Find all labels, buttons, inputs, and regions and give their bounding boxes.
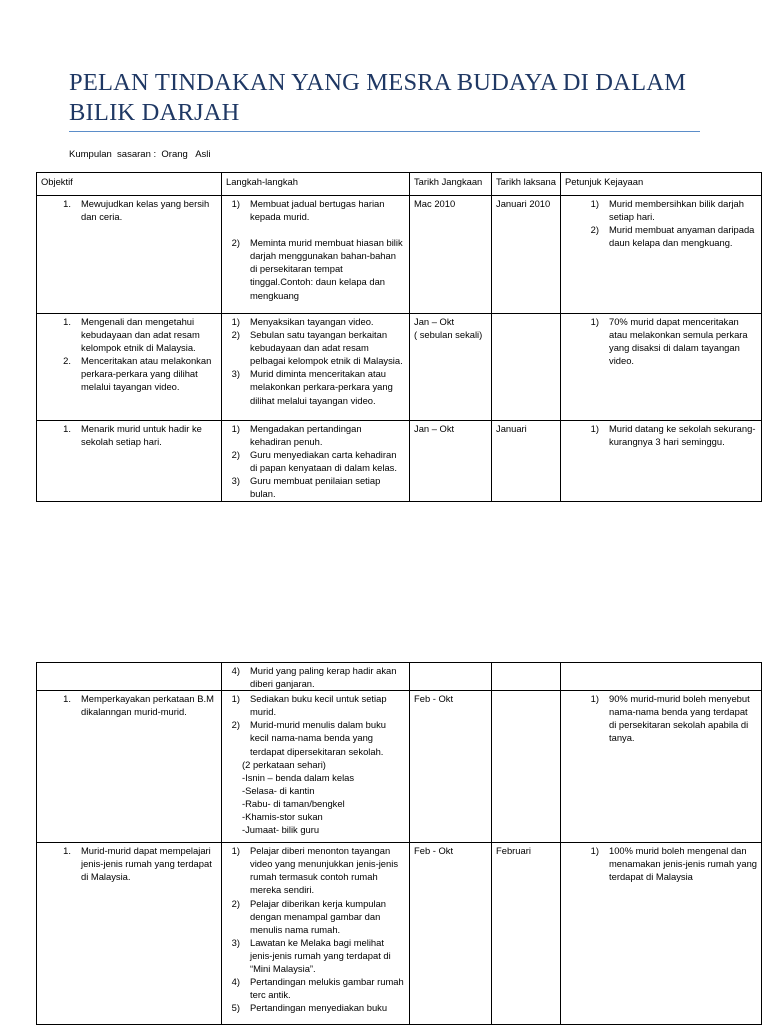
list-item: 1) 90% murid-murid boleh menyebut nama-nama benda yang terdapat di persekitaran sekolah apabila di tanya.	[590, 693, 750, 744]
table-header-row	[37, 173, 762, 196]
petunjuk-cell	[561, 314, 762, 421]
action-plan-table-continued	[36, 662, 762, 1025]
langkah-cell	[222, 663, 410, 691]
list-item: 1) 70% murid dapat menceritakan atau melakonkan semula perkara yang disaksi di dalam tayangan video.	[590, 316, 748, 367]
table-row	[37, 196, 762, 314]
sub-line: -Rabu- di taman/bengkel	[242, 797, 345, 809]
list-item: 1) Menyaksikan tayangan video.	[231, 316, 374, 327]
tarikh-laksana-cell	[492, 314, 561, 421]
table-row	[37, 663, 762, 691]
objektif-cell	[37, 843, 222, 1025]
list-item: 2) Guru menyediakan carta kehadiran di papan kenyataan di dalam kelas.	[231, 449, 397, 474]
jangkaan-value: Jan – Okt	[414, 316, 455, 327]
langkah-cell	[222, 196, 410, 314]
page-title: PELAN TINDAKAN YANG MESRA BUDAYA DI DALAM BILIK DARJAH	[69, 69, 687, 126]
tarikh-jangkaan-cell: Feb - Okt	[410, 843, 492, 1025]
tarikh-laksana-cell: Januari	[492, 421, 561, 502]
langkah-cell	[222, 421, 410, 502]
tarikh-laksana-cell: Januari 2010	[492, 196, 561, 314]
objektif-cell	[37, 421, 222, 502]
sub-line: -Selasa- di kantin	[242, 784, 315, 796]
jangkaan-note: ( sebulan sekali)	[414, 329, 483, 341]
tarikh-jangkaan-cell	[410, 314, 492, 421]
list-item: 1) Membuat jadual bertugas harian kepada murid.	[231, 198, 385, 223]
tarikh-laksana-cell: Februari	[492, 843, 561, 1025]
list-item: 1. Mengenali dan mengetahui kebudayaan dan adat resam kelompok etnik di Malaysia.	[63, 316, 200, 354]
header-tarikh-jangkaan: Tarikh Jangkaan	[410, 173, 492, 196]
title-underline	[69, 131, 700, 132]
list-item: 1) Murid datang ke sekolah sekurang-kurangnya 3 hari seminggu.	[590, 423, 756, 448]
sub-line: (2 perkataan sehari)	[242, 758, 326, 770]
list-item: 3) Lawatan ke Melaka bagi melihat jenis-jenis rumah yang terdapat di “Mini Malaysia”.	[231, 936, 391, 975]
list-item: 1) Murid membersihkan bilik darjah setiap hari.	[590, 198, 744, 223]
table-row	[37, 314, 762, 421]
petunjuk-cell	[561, 691, 762, 843]
list-item: 3) Guru membuat penilaian setiap bulan.	[231, 475, 381, 500]
langkah-cell	[222, 314, 410, 421]
sub-line: -Jumaat- bilik guru	[242, 824, 320, 836]
header-langkah: Langkah-langkah	[222, 173, 410, 196]
list-item: 1. Menarik murid untuk hadir ke sekolah setiap hari.	[63, 423, 202, 448]
sub-line: -Isnin – benda dalam kelas	[242, 771, 355, 783]
table-row	[37, 421, 762, 502]
list-item: 3) Murid diminta menceritakan atau melakonkan perkara-perkara yang dilihat melalui tayangan video.	[231, 368, 393, 406]
list-item: 4) Pertandingan melukis gambar rumah terc antik.	[231, 976, 404, 1001]
langkah-cell	[222, 843, 410, 1025]
objektif-cell	[37, 314, 222, 421]
list-item: 1) 100% murid boleh mengenal dan menamakan jenis-jenis rumah yang terdapat di Malaysia	[590, 845, 757, 883]
petunjuk-cell	[561, 663, 762, 691]
list-item: 2) Meminta murid membuat hiasan bilik darjah menggunakan bahan-bahan di persekitaran tempat tinggal.Contoh: daun kelapa dan mengkuang	[231, 237, 403, 301]
header-objektif: Objektif	[37, 173, 222, 196]
list-item: 1. Mewujudkan kelas yang bersih dan ceria.	[63, 198, 210, 223]
list-item: 2) Murid-murid menulis dalam buku kecil nama-nama benda yang terdapat dipersekitaran sekolah.	[231, 719, 386, 757]
list-item: 1. Murid-murid dapat mempelajari jenis-jenis rumah yang terdapat di Malaysia.	[63, 845, 212, 883]
petunjuk-cell	[561, 843, 762, 1025]
header-petunjuk: Petunjuk Kejayaan	[561, 173, 762, 196]
list-item: 2. Menceritakan atau melakonkan perkara-perkara yang dilihat melalui tayangan video.	[63, 355, 212, 393]
table-row	[37, 843, 762, 1025]
header-tarikh-laksana: Tarikh laksana	[492, 173, 561, 196]
petunjuk-cell	[561, 421, 762, 502]
list-item: 5) Pertandingan menyediakan buku	[231, 1002, 388, 1014]
tarikh-jangkaan-cell	[410, 663, 492, 691]
table-row	[37, 691, 762, 843]
list-item: 1) Mengadakan pertandingan kehadiran penuh.	[231, 423, 362, 448]
tarikh-jangkaan-cell: Jan – Okt	[410, 421, 492, 502]
action-plan-table	[36, 172, 762, 502]
tarikh-laksana-cell	[492, 663, 561, 691]
tarikh-jangkaan-cell: Mac 2010	[410, 196, 492, 314]
langkah-cell	[222, 691, 410, 843]
objektif-cell	[37, 691, 222, 843]
list-item: 2) Pelajar diberikan kerja kumpulan dengan menampal gambar dan menulis nama rumah.	[231, 897, 387, 935]
target-group-label: Kumpulan sasaran : Orang Asli	[69, 149, 211, 160]
list-item: 1) Sediakan buku kecil untuk setiap murid.	[231, 693, 387, 718]
list-item: 2) Murid membuat anyaman daripada daun kelapa dan mengkuang.	[590, 224, 755, 249]
sub-line: -Khamis-stor sukan	[242, 811, 323, 823]
list-item: 1) Pelajar diberi menonton tayangan video yang menunjukkan jenis-jenis rumah termasuk contoh rumah mereka sendiri.	[231, 845, 399, 896]
tarikh-jangkaan-cell: Feb - Okt	[410, 691, 492, 843]
list-item: 2) Sebulan satu tayangan berkaitan kebudayaan dan adat resam pelbagai kelompok etnik di Malaysia.	[231, 329, 403, 367]
objektif-cell	[37, 196, 222, 314]
petunjuk-cell	[561, 196, 762, 314]
list-item: 4) Murid yang paling kerap hadir akan diberi ganjaran.	[231, 665, 397, 690]
list-item: 1. Memperkayakan perkataan B.M dikalanngan murid-murid.	[63, 693, 214, 718]
objektif-cell	[37, 663, 222, 691]
tarikh-laksana-cell	[492, 691, 561, 843]
